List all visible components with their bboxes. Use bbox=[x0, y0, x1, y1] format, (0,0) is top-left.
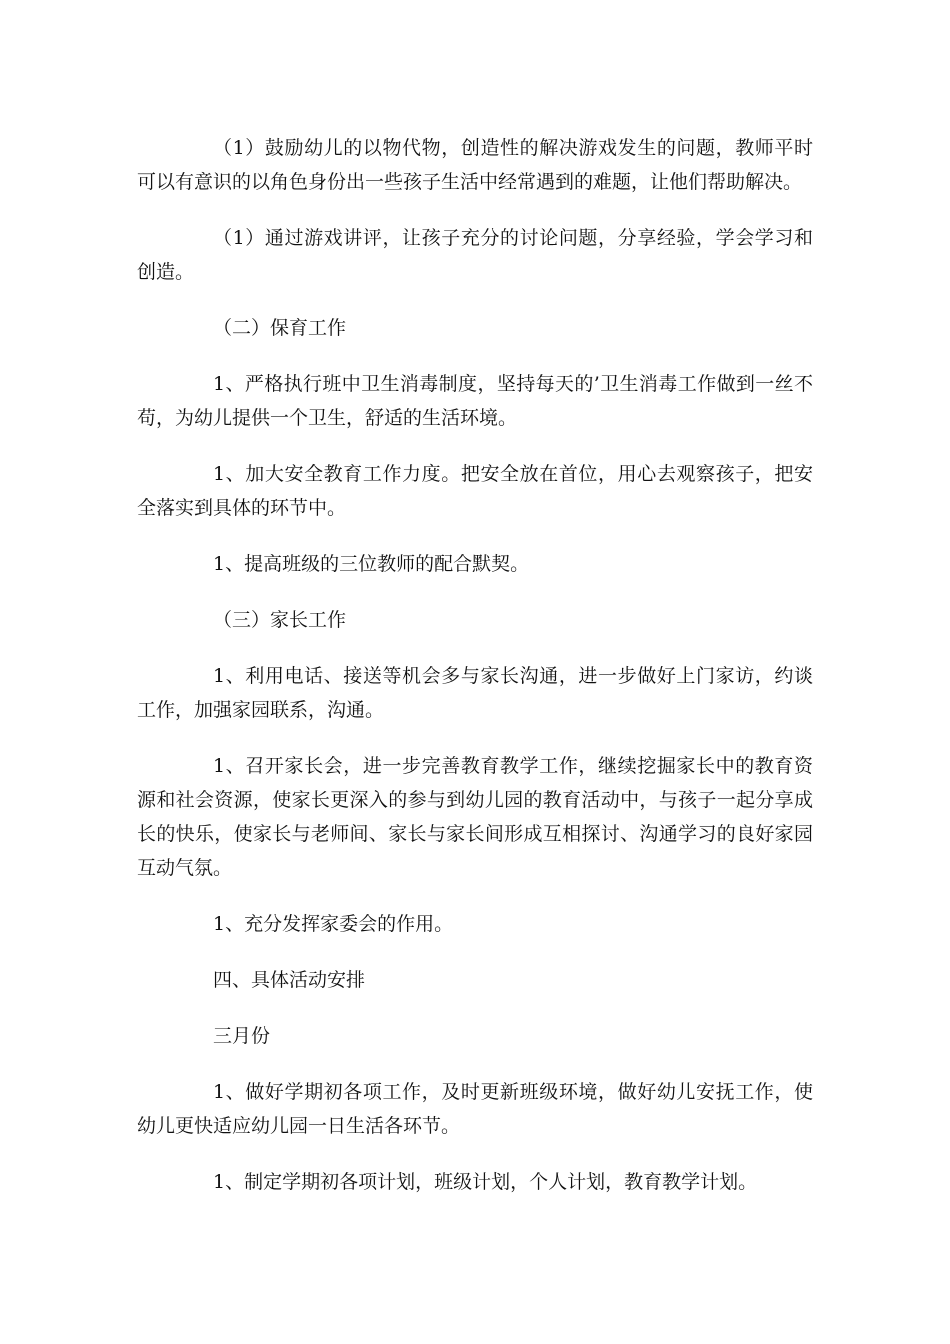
paragraph: 1、制定学期初各项计划，班级计划，个人计划，教育教学计划。 bbox=[213, 1171, 758, 1193]
paragraph: 1、加大安全教育工作力度。把安全放在首位，用心去观察孩子，把安全落实到具体的环节中。 bbox=[137, 463, 813, 519]
document-body bbox=[137, 131, 813, 1221]
section-heading: 四、具体活动安排 bbox=[213, 969, 366, 991]
paragraph: （1）鼓励幼儿的以物代物，创造性的解决游戏发生的问题，教师平时可以有意识的以角色身份出一些孩子生活中经常遇到的难题，让他们帮助解决。 bbox=[137, 137, 813, 193]
paragraph: （1）通过游戏讲评，让孩子充分的讨论问题，分享经验，学会学习和创造。 bbox=[137, 227, 813, 283]
section-heading: （三）家长工作 bbox=[213, 609, 347, 631]
paragraph: 1、严格执行班中卫生消毒制度，坚持每天的’卫生消毒工作做到一丝不苟，为幼儿提供一个卫生，舒适的生活环境。 bbox=[137, 373, 813, 429]
paragraph: 1、利用电话、接送等机会多与家长沟通，进一步做好上门家访，约谈工作，加强家园联系，沟通。 bbox=[137, 665, 813, 721]
paragraph: 1、召开家长会，进一步完善教育教学工作，继续挖掘家长中的教育资源和社会资源，使家长更深入的参与到幼儿园的教育活动中，与孩子一起分享成长的快乐，使家长与老师间、家长与家长间形成互相探讨、沟通学习的良好家园互动气氛。 bbox=[137, 755, 813, 879]
section-heading: （二）保育工作 bbox=[213, 317, 347, 339]
paragraph: 1、提高班级的三位教师的配合默契。 bbox=[213, 553, 530, 575]
month-heading: 三月份 bbox=[213, 1025, 271, 1047]
paragraph: 1、做好学期初各项工作，及时更新班级环境，做好幼儿安抚工作，使幼儿更快适应幼儿园一日生活各环节。 bbox=[137, 1081, 813, 1137]
paragraph: 1、充分发挥家委会的作用。 bbox=[213, 913, 454, 935]
